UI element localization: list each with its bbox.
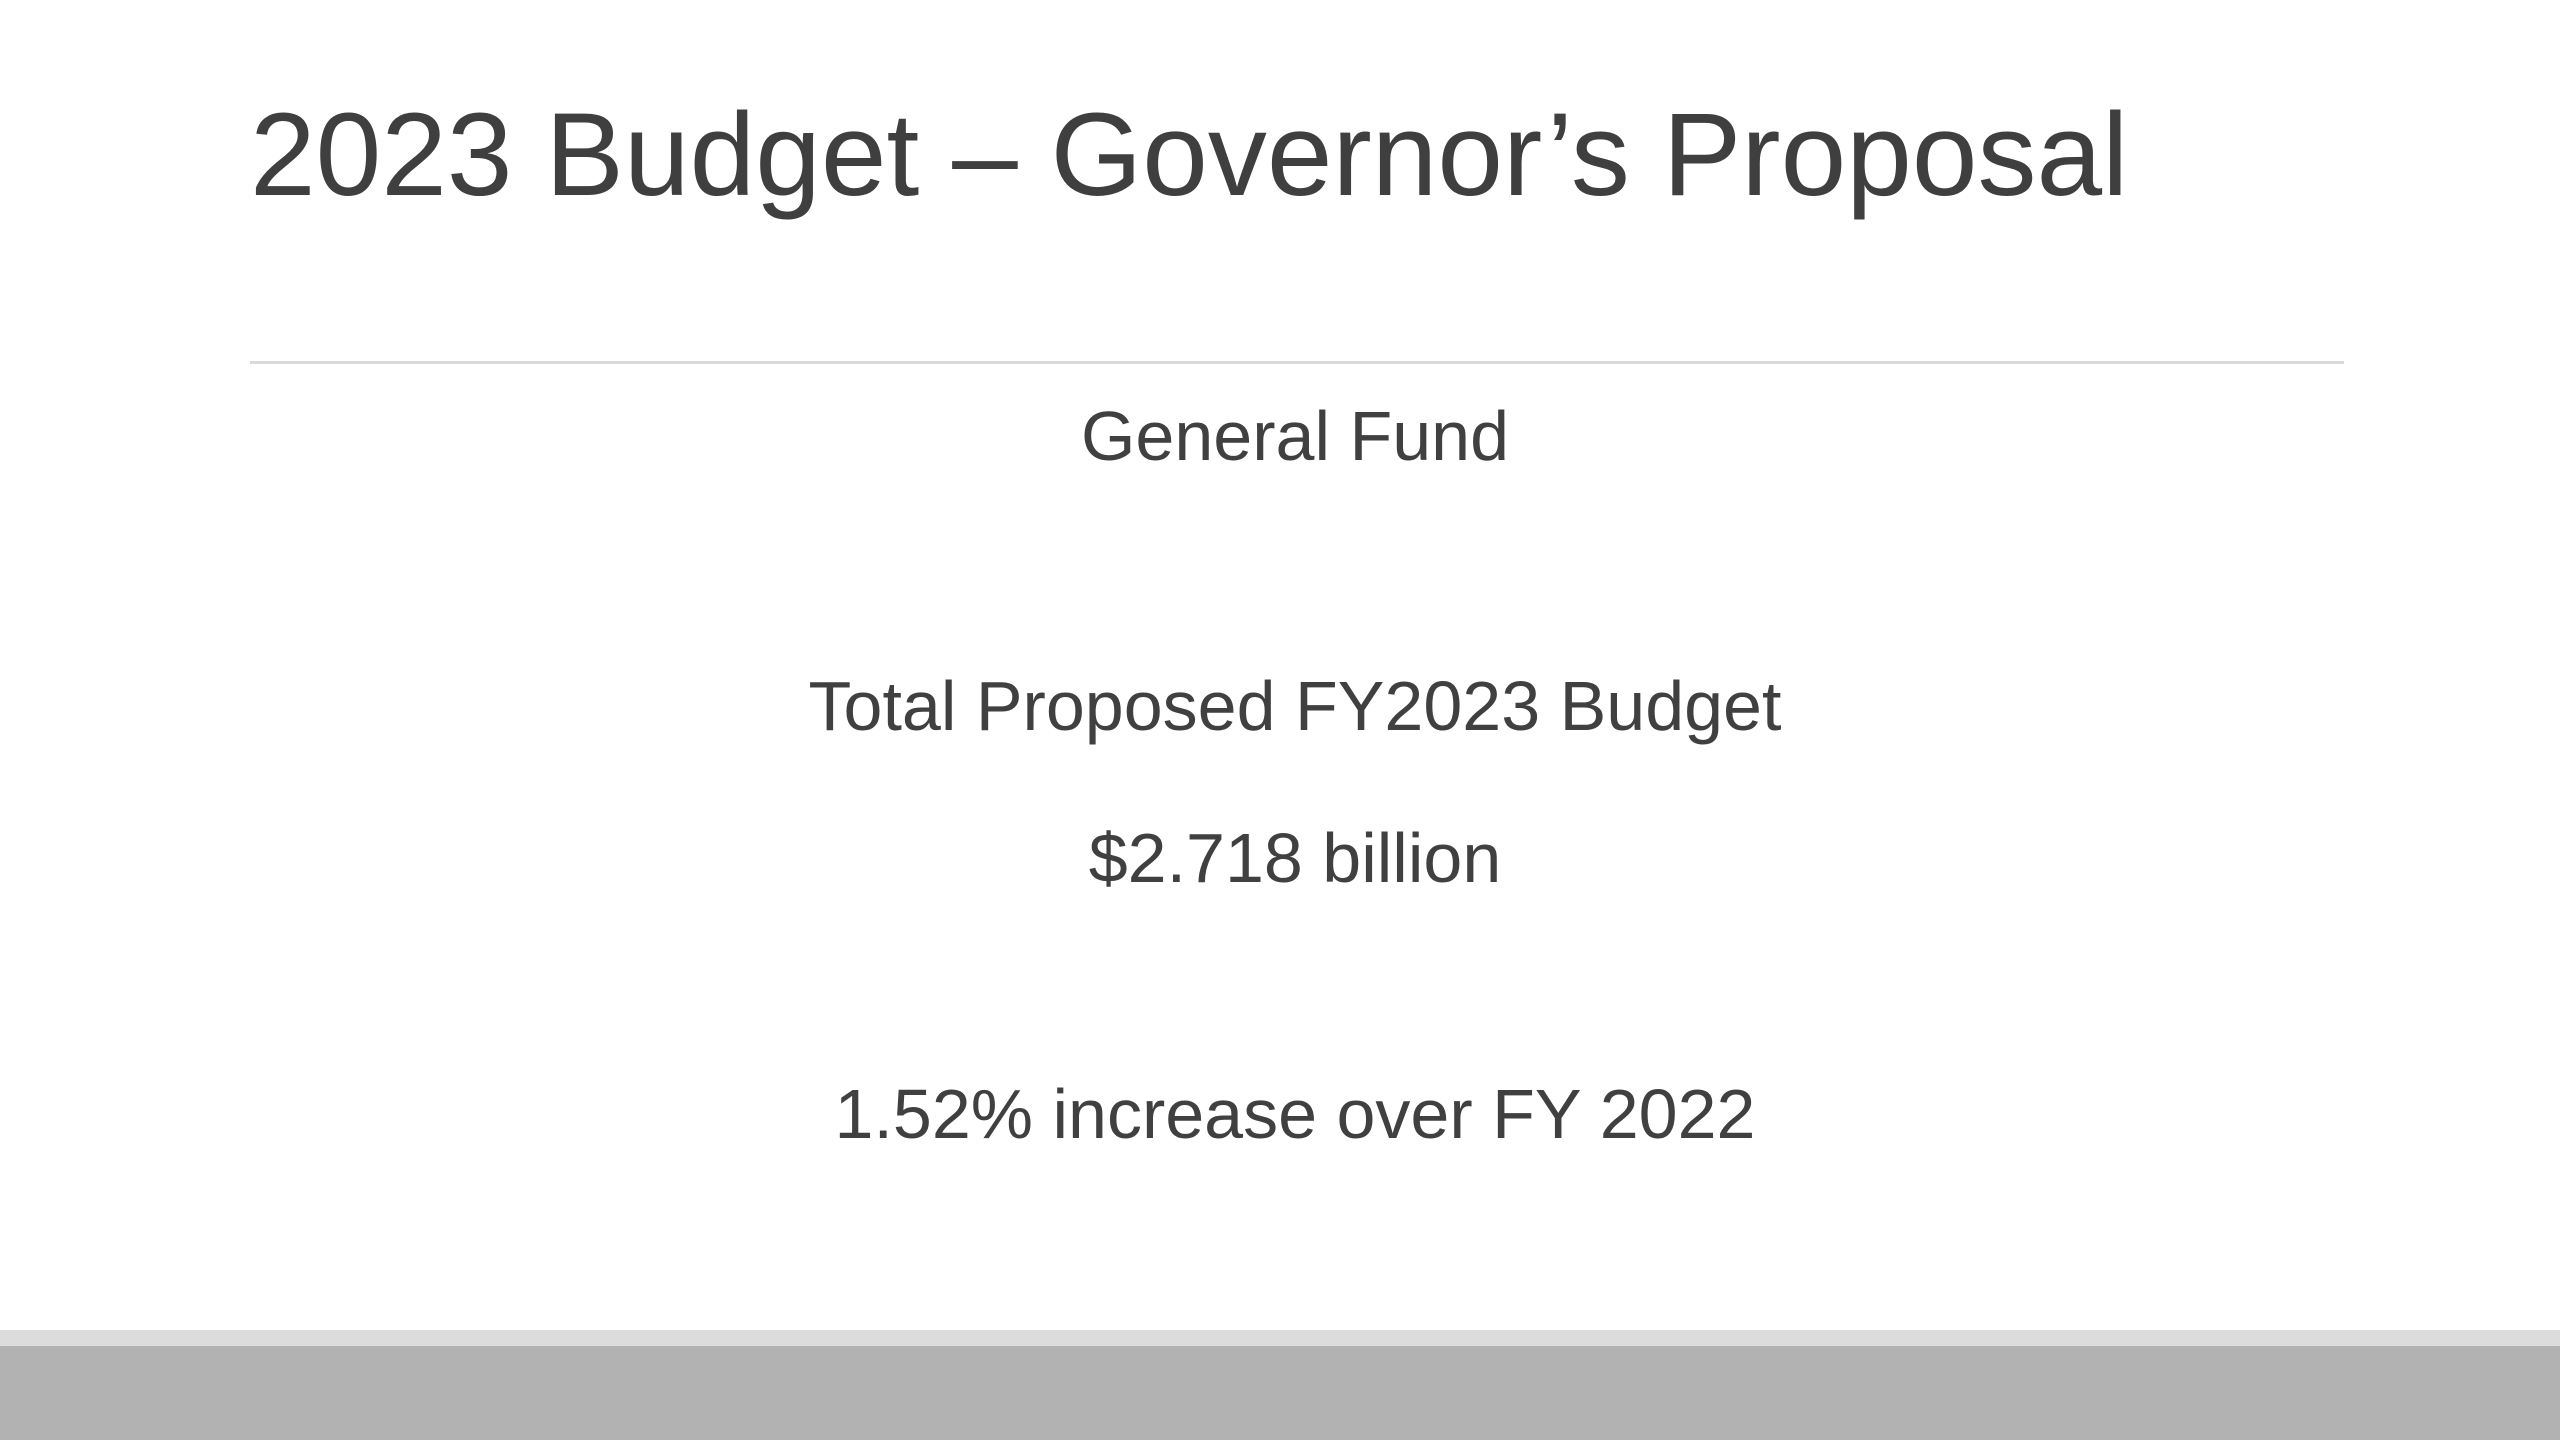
footer-accent-strip [0, 1330, 2560, 1346]
total-amount: $2.718 billion [1088, 819, 1502, 897]
footer-bar [0, 1346, 2560, 1440]
slide-title: 2023 Budget – Governor’s Proposal [250, 89, 2129, 221]
total-label: Total Proposed FY2023 Budget [808, 667, 1782, 745]
fund-label: General Fund [1080, 397, 1510, 475]
change-note: 1.52% increase over FY 2022 [834, 1075, 1756, 1153]
title-divider [250, 361, 2344, 364]
